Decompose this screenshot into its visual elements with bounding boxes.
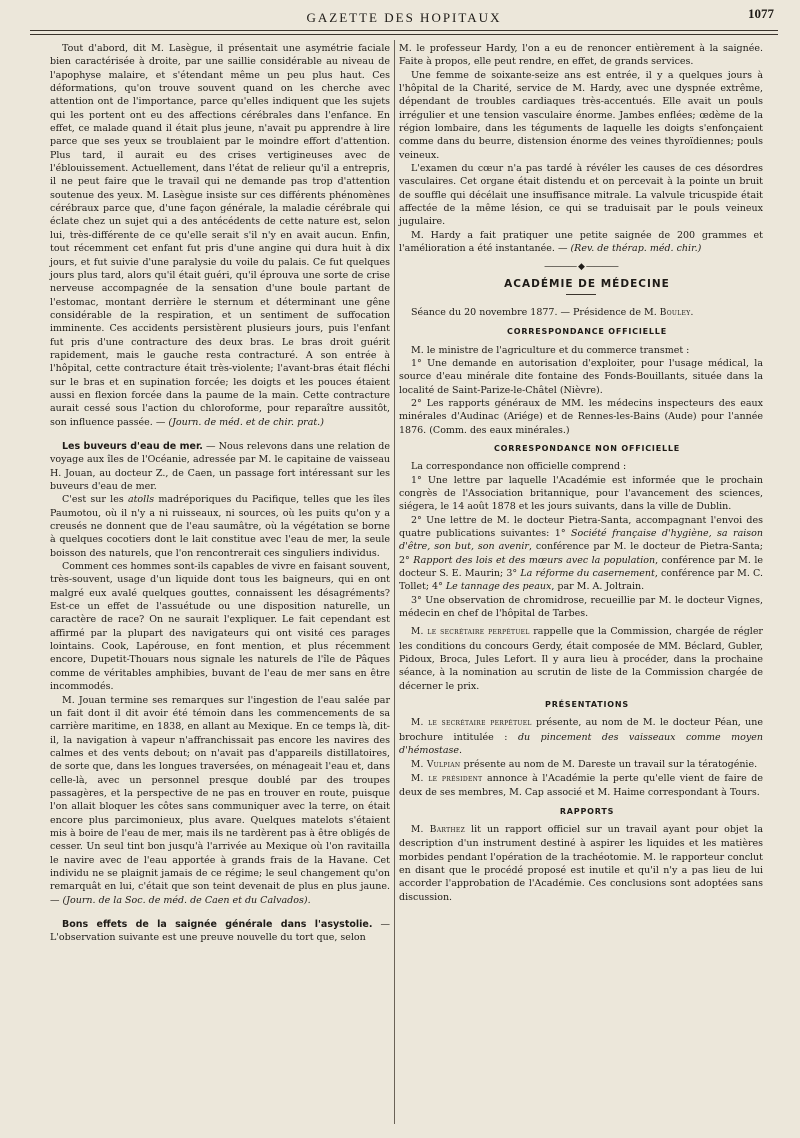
- header-rule: [30, 34, 778, 35]
- italic-text: La réforme du casernement: [520, 568, 655, 580]
- ornament-divider: ———— ◆ ————: [544, 261, 618, 272]
- citation: (Journ. de la Soc. de méd. de Caen et du Calvados).: [62, 894, 311, 906]
- text: .: [459, 745, 463, 757]
- journal-title: GAZETTE DES HOPITAUX: [306, 10, 502, 25]
- paragraph: [399, 823, 763, 904]
- text: lit un rapport officiel sur un travail ayant pour objet la description d'un instrument destiné à aspirer les liquides et les matières morbides pendant l'opération de la trachéotomie. M. le rapporteur conclut en disant que le procédé proposé est inutile et qu'il n'y a pas lieu de lui accorder l'approbation de l'Académie. Ces conclusions sont adoptées sans discussion.: [399, 823, 763, 903]
- text: madréporiques du Pacifique, telles que les îles Paumotou, où il n'y a ni ruisseaux, ni sources, où les puits qu'on y a creusés ne donnent que de l'eau saumâtre, où la végétation se borne à quelques cocotiers dont le lait constitue avec l'eau de mer, la seule boisson des naturels, que l'on rencontrerait ces singuliers individus.: [50, 494, 390, 559]
- text: rappelle que la Commission, chargée de régler les conditions du concours Gerdy, était composée de MM. Béclard, Gubler, Pidoux, Broca, Jules Lefort. Il y aura lieu à procéder, dans la prochaine séance, à la nomination au scrutin de liste de la Commission chargée de décerner le prix.: [399, 626, 763, 692]
- paragraph: [399, 514, 763, 594]
- paragraph: Une femme de soixante-seize ans est entrée, il y a quelques jours à l'hôpital de la Charité, service de M. Hardy, avec une dyspnée extrême, dépendant de troubles cardiaques très-accentués. Elle avait un pouls irrégulier et une tension vasculaire énorme. Jambes enflées; œdème de la région lombaire, dans les téguments de laquelle les doigts s'enfonçaient comme dans du beurre, distension énorme des veines thyroïdiennes; pouls veineux.: [399, 69, 763, 161]
- text: , conférence par M. le docteur de Pietra-Santa; 2°: [399, 541, 763, 566]
- speaker: M. Vulpian: [411, 759, 461, 770]
- italic-text: Société française d'hygiène, sa raison d'être, son but, son avenir: [399, 528, 763, 553]
- article-text: — Nous relevons dans une relation de voyage aux îles de l'Océanie, adressée par M. le capitaine de vaisseau H. Jouan, au docteur Z., de Caen, un passage fort intéressant sur les buveurs d'eau de mer.: [50, 440, 390, 492]
- article-buveurs: [50, 440, 390, 493]
- text: , conférence par M. le docteur S. E. Maurin; 3°: [399, 554, 763, 580]
- paragraph: [50, 493, 390, 560]
- masthead: [30, 4, 778, 31]
- text: annonce à l'Académie la perte qu'elle vient de faire de deux de ses membres, M. Cap associé et M. Haime correspondant à Tours.: [399, 772, 763, 799]
- paragraph: 2° Les rapports généraux de MM. les médecins inspecteurs des eaux minérales d'Audinac (Ariége) et de Rennes-les-Bains (Aude) pour l'année 1876. (Comm. des eaux minérales.): [399, 397, 763, 436]
- page-number: 1077: [748, 6, 774, 21]
- subsection-heading: RAPPORTS: [559, 806, 615, 816]
- italic-text: atolls: [127, 494, 155, 506]
- paragraph: [399, 625, 763, 693]
- subsection-heading: CORRESPONDANCE OFFICIELLE: [507, 327, 667, 337]
- text: M. Jouan termine ses remarques sur l'ingestion de l'eau salée par un fait dont il dit avoir été témoin dans les commencements de sa carrière maritime, en 1838, en allant au Mexique. En ce temps là, dit-il, la navigation à vapeur n'affranchissait pas encore les navires des calmes et des vents debout; on n'avait pas d'appareils distillatoires, de sorte que, dans les longues traversées, on ménageait l'eau et, dans celle-là, avec un personnel presque doublé par des troupes passagères, et la perspective de ne pas en trouver en route, puisque l'on allait bloquer les côtes sans communiquer avec la terre, on était encore plus parcimonieux, plus avare. Quelques matelots s'étaient mis à boire de l'eau de mer, mais ils ne tardèrent pas à être obligés de cesser. Un seul tint bon jusqu'à l'arrivée au Mexique où l'on ravitailla le navire avec de l'eau apportée à grands frais de la Havane. Cet individu ne se plaignit jamais de ce régime; le seul changement qu'on remarquât en lui, c'était que son teint devenait de plus en plus jaune. —: [50, 694, 390, 906]
- subsection-heading: CORRESPONDANCE NON OFFICIELLE: [493, 443, 681, 453]
- subsection-heading: PRÉSENTATIONS: [545, 700, 629, 710]
- text: M. Hardy a fait pratiquer une petite saignée de 200 grammes et l'amélioration a été instantanée. —: [399, 229, 763, 255]
- text: , conférence par M. C. Tollet; 4°: [399, 568, 763, 593]
- paragraph: [399, 716, 763, 757]
- article-text: Tout d'abord, dit M. Lasègue, il présentait une asymétrie faciale bien caractérisée à droite, par une saillie considérable au niveau de l'apophyse malaire, et s'étendant même un peu plus haut. Ces déformations, qu'on trouve souvent quand on les cherche avec attention ont de l'importance, parce qu'elles indiquent que les sujets qui les portent ont eu des affections cérébrales dans l'enfance. En effet, ce malade quand il était plus jeune, n'avait pu apprendre à lire parce que ses yeux se troublaient par le moindre effort d'attention. Plus tard, il aurait eu des crises vertigineuses avec de l'éblouissement. Actuellement, dans l'état de relieur qu'il a entrepris, il ne peut faire que le travail qui ne demande pas trop d'attention soutenue des yeux. M. Lasègue insiste sur ces différents phénomènes cérébraux parce que, d'une façon générale, la maladie cérébrale qui éclate chez un sujet qui a des antécédents de cette nature est, selon lui, très-différente de ce qu'elle serait s'il n'y en avait aucun. Enfin, tout récemment cet enfant fut pris d'une angine qui dura huit à dix jours, et fut suivie d'une paralysie du voile du palais. Ce fut quelques jours plus tard, alors qu'il était guéri, qu'il éprouva une sorte de crise nerveuse accompagnée de la sensation d'une boule partant de l'estomac, montant derrière le sternum et déterminant une gêne considérable de la respiration, et un sentiment de suffocation imminente. Ces accidents persistèrent plusieurs jours, puis l'enfant fut pris d'une contracture des deux bras. Le bras droit guérit rapidement, mais le gauche resta contracturé. A son entrée à l'hôpital, cette contracture était très-violente; l'avant-bras était fléchi sur le bras et en supination forcée; les doigts et les pouces étaient aussi en flexion forcée dans la paume de la main. Cette contracture aurait cessé sous l'action du chloroforme, pour reparaître aussitôt, son influence passée. —: [50, 43, 390, 428]
- right-column: [399, 42, 763, 904]
- paragraph: [50, 694, 390, 908]
- paragraph: 1° Une lettre par laquelle l'Académie est informée que le prochain congrès de l'Association britannique, pour l'avancement des sciences, siégera, le 14 août 1878 et les jours suivants, dans la ville de Dublin.: [399, 474, 763, 513]
- text: 2° Une lettre de M. le docteur Pietra-Santa, accompagnant l'envoi des quatre publications suivantes: 1°: [399, 514, 763, 539]
- paragraph: Comment ces hommes sont-ils capables de vivre en faisant souvent, très-souvent, usage d'un liquide dont tous les baigneurs, qui en ont malgré eux avalé quelques gouttes, connaissent les désagréments? Est-ce un effet de l'assuétude ou une disposition naturelle, un caractère de race? On ne saurait l'expliquer. Le fait cependant est affirmé par la plupart des navigateurs qui ont visité ces parages lointains. Cook, Lapérouse, en font mention, et plus récemment encore, Dupetit-Thouars nous signale les naturels de l'île de Pâques comme de véritables amphibies, buvant de l'eau de mer sans en être incommodés.: [50, 561, 390, 693]
- article-heading: Les buveurs d'eau de mer.: [62, 440, 203, 452]
- text: C'est sur les: [62, 494, 128, 506]
- article-saignee: [50, 918, 390, 945]
- text: présente, au nom de M. le docteur Péan, une brochure intitulée :: [399, 717, 763, 743]
- president-name: Bouley.: [659, 307, 694, 318]
- speaker: M. le secrétaire perpétuel: [411, 627, 530, 638]
- text: Séance du 20 novembre 1877. — Présidence de M.: [411, 306, 660, 318]
- seance-line: [399, 306, 763, 320]
- article-lasegue: [50, 42, 390, 429]
- speaker: M. le secrétaire perpétuel: [411, 718, 532, 729]
- citation: (Journ. de méd. et de chir. prat.): [168, 416, 324, 428]
- paragraph: [399, 229, 763, 256]
- article-heading: Bons effets de la saignée générale dans l'asystolie.: [62, 919, 373, 930]
- paragraph: 3° Une observation de chromidrose, recueillie par M. le docteur Vignes, médecin en chef de l'hôpital de Tarbes.: [399, 594, 763, 620]
- italic-text: Rapport des lois et des mœurs avec la population: [413, 554, 656, 566]
- section-title: ACADÉMIE DE MÉDECINE: [504, 277, 670, 290]
- speaker: M. le président: [411, 773, 483, 784]
- paragraph: M. le professeur Hardy, l'on a eu de renoncer entièrement à la saignée. Faite à propos, elle peut rendre, en effet, de grands services.: [399, 43, 763, 68]
- italic-text: Le tannage des peaux: [445, 581, 552, 593]
- paragraph: [399, 758, 763, 772]
- paragraph: La correspondance non officielle comprend :: [411, 461, 627, 473]
- paragraph: 1° Une demande en autorisation d'exploiter, pour l'usage médical, la source d'eau minérale dite fontaine des Fonds-Bouillants, située dans la localité de Saint-Parize-le-Châtel (Nièvre).: [399, 357, 763, 396]
- left-column: [50, 42, 390, 945]
- speaker: M. Barthez: [411, 824, 466, 835]
- italic-text: du pincement des vaisseaux comme moyen d'hémostase: [399, 731, 763, 757]
- article-text: — L'observation suivante est une preuve nouvelle du tort que, selon: [50, 919, 390, 944]
- paragraph: L'examen du cœur n'a pas tardé à révéler les causes de ces désordres vasculaires. Cet organe était distendu et on percevait à la pointe un bruit de souffle qui décélait une insuffisance mitrale. La valvule tricuspide était affectée de la même lésion, ce qui se traduisait par le pouls veineux jugulaire.: [399, 163, 763, 228]
- paragraph: [399, 772, 763, 800]
- paragraph: M. le ministre de l'agriculture et du commerce transmet :: [411, 344, 690, 356]
- citation: (Rev. de thérap. méd. chir.): [570, 243, 702, 255]
- text: présente au nom de M. Dareste un travail sur la tératogénie.: [460, 758, 758, 770]
- text: , par M. A. Joltrain.: [551, 581, 645, 593]
- column-divider: [394, 40, 395, 1124]
